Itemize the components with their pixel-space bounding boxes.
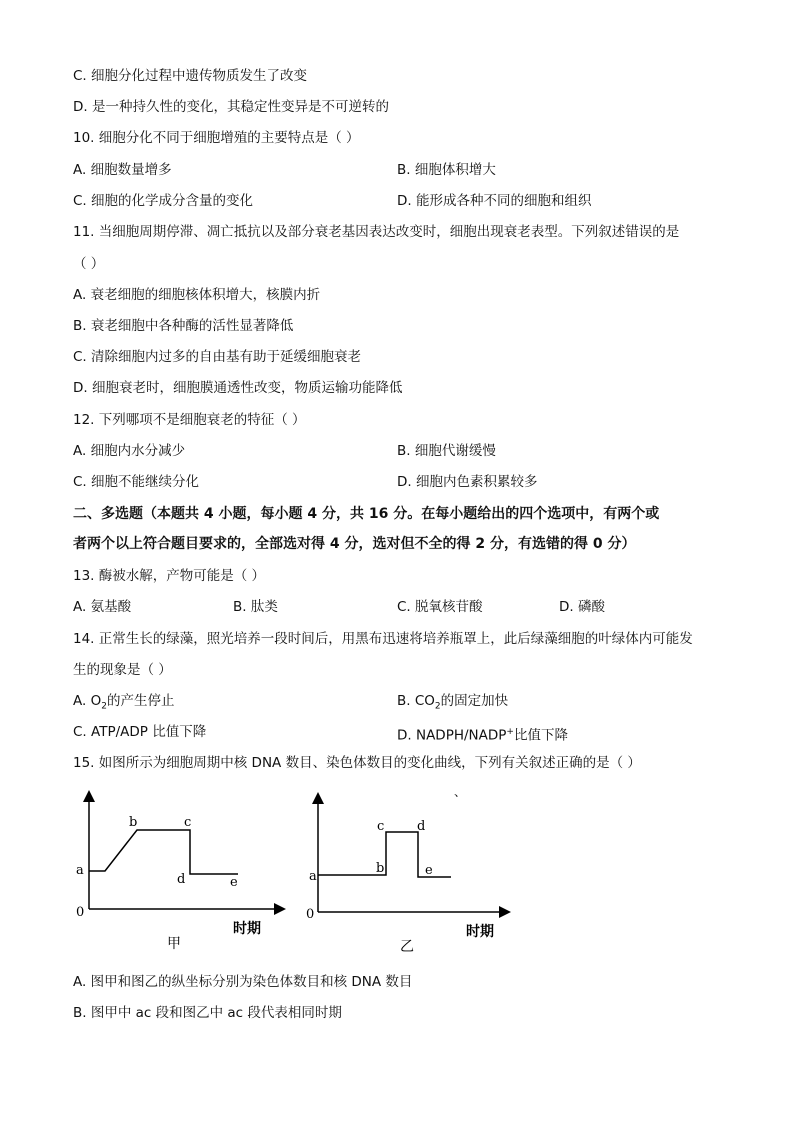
q14-a-subscript: 2 xyxy=(101,701,107,712)
figure-jia xyxy=(60,790,310,960)
q11-option-b: B. 衰老细胞中各种酶的活性显著降低 xyxy=(73,318,294,334)
jia-point-b: b xyxy=(129,815,138,830)
q14-option-b xyxy=(397,691,508,717)
q14-d-prefix: D. NADPH/NADP xyxy=(397,727,507,744)
q15-option-b: B. 图甲中 ac 段和图乙中 ac 段代表相同时期 xyxy=(73,1005,342,1021)
figure-yi xyxy=(300,790,530,960)
q10-option-a: A. 细胞数量增多 xyxy=(73,162,172,178)
jia-point-d: d xyxy=(177,872,186,887)
yi-point-a: a xyxy=(309,869,317,884)
q11-paren: （ ） xyxy=(73,256,105,272)
q15-option-a: A. 图甲和图乙的纵坐标分别为染色体数目和核 DNA 数目 xyxy=(73,974,413,990)
section2-header-line1: 二、多选题（本题共 4 小题，每小题 4 分，共 16 分。在每小题给出的四个选项中，有两个或 xyxy=(73,506,660,522)
q11-stem: 11. 当细胞周期停滞、凋亡抵抗以及部分衰老基因表达改变时，细胞出现衰老表型。下列叙述错误的是 xyxy=(73,224,680,240)
q11-option-c: C. 清除细胞内过多的自由基有助于延缓细胞衰老 xyxy=(73,349,362,365)
q14-b-suffix: 的固定加快 xyxy=(440,693,509,709)
q14-d-suffix: 比值下降 xyxy=(513,727,568,744)
q10-stem: 10. 细胞分化不同于细胞增殖的主要特点是（ ） xyxy=(73,130,360,146)
q14-b-subscript: 2 xyxy=(434,701,441,712)
q13-option-d: D. 磷酸 xyxy=(559,599,605,615)
q14-d-superscript: + xyxy=(506,727,514,737)
jia-curve xyxy=(89,830,238,874)
q14-a-prefix: A. O xyxy=(73,693,102,709)
q14-option-d xyxy=(397,722,568,746)
q13-stem: 13. 酶被水解，产物可能是（ ） xyxy=(73,568,266,584)
q13-option-c: C. 脱氧核苷酸 xyxy=(397,599,483,615)
q10-option-c: C. 细胞的化学成分含量的变化 xyxy=(73,193,254,209)
q15-stray-mark: 、 xyxy=(454,785,467,799)
yi-origin-label: 0 xyxy=(306,907,315,922)
jia-point-a: a xyxy=(76,863,84,878)
q12-option-a: A. 细胞内水分减少 xyxy=(73,443,186,459)
jia-x-axis-label: 时期 xyxy=(233,921,261,937)
q14-b-prefix: B. CO xyxy=(397,693,435,709)
yi-point-c: c xyxy=(377,819,385,834)
q11-option-d: D. 细胞衰老时，细胞膜通透性改变，物质运输功能降低 xyxy=(73,380,403,396)
q14-a-suffix: 的产生停止 xyxy=(106,693,175,709)
q14-stem-line1: 14. 正常生长的绿藻，照光培养一段时间后，用黑布迅速将培养瓶罩上，此后绿藻细胞的叶绿体内可能发 xyxy=(73,631,693,647)
yi-point-d: d xyxy=(417,819,426,834)
yi-point-e: e xyxy=(425,863,433,878)
yi-caption: 乙 xyxy=(400,939,414,955)
q14-stem-line2: 生的现象是（ ） xyxy=(73,662,172,678)
section2-header-line2: 者两个以上符合题目要求的，全部选对得 4 分，选对但不全的得 2 分，有选错的得 0 分） xyxy=(73,536,636,552)
q13-option-b: B. 肽类 xyxy=(233,599,278,615)
q10-option-b: B. 细胞体积增大 xyxy=(397,162,496,178)
q13-option-a: A. 氨基酸 xyxy=(73,599,132,615)
jia-point-c: c xyxy=(184,815,192,830)
q12-option-d: D. 细胞内色素积累较多 xyxy=(397,474,538,490)
q14-option-a xyxy=(73,691,174,717)
jia-point-e: e xyxy=(230,875,238,890)
yi-x-axis-label: 时期 xyxy=(466,924,494,940)
q14-option-c: C. ATP/ADP 比值下降 xyxy=(73,724,207,740)
q11-option-a: A. 衰老细胞的细胞核体积增大，核膜内折 xyxy=(73,287,321,303)
q12-option-c: C. 细胞不能继续分化 xyxy=(73,474,200,490)
q12-stem: 12. 下列哪项不是细胞衰老的特征（ ） xyxy=(73,412,306,428)
q15-stem: 15. 如图所示为细胞周期中核 DNA 数目、染色体数目的变化曲线，下列有关叙述正确的是（ ） xyxy=(73,755,641,771)
q12-option-b: B. 细胞代谢缓慢 xyxy=(397,443,496,459)
q10-option-d: D. 能形成各种不同的细胞和组织 xyxy=(397,193,592,209)
jia-caption: 甲 xyxy=(167,936,181,952)
q9-option-d: D. 是一种持久性的变化，其稳定性变异是不可逆转的 xyxy=(73,99,389,115)
yi-point-b: b xyxy=(376,861,385,876)
jia-origin-label: 0 xyxy=(76,905,85,920)
q9-option-c: C. 细胞分化过程中遗传物质发生了改变 xyxy=(73,68,308,84)
